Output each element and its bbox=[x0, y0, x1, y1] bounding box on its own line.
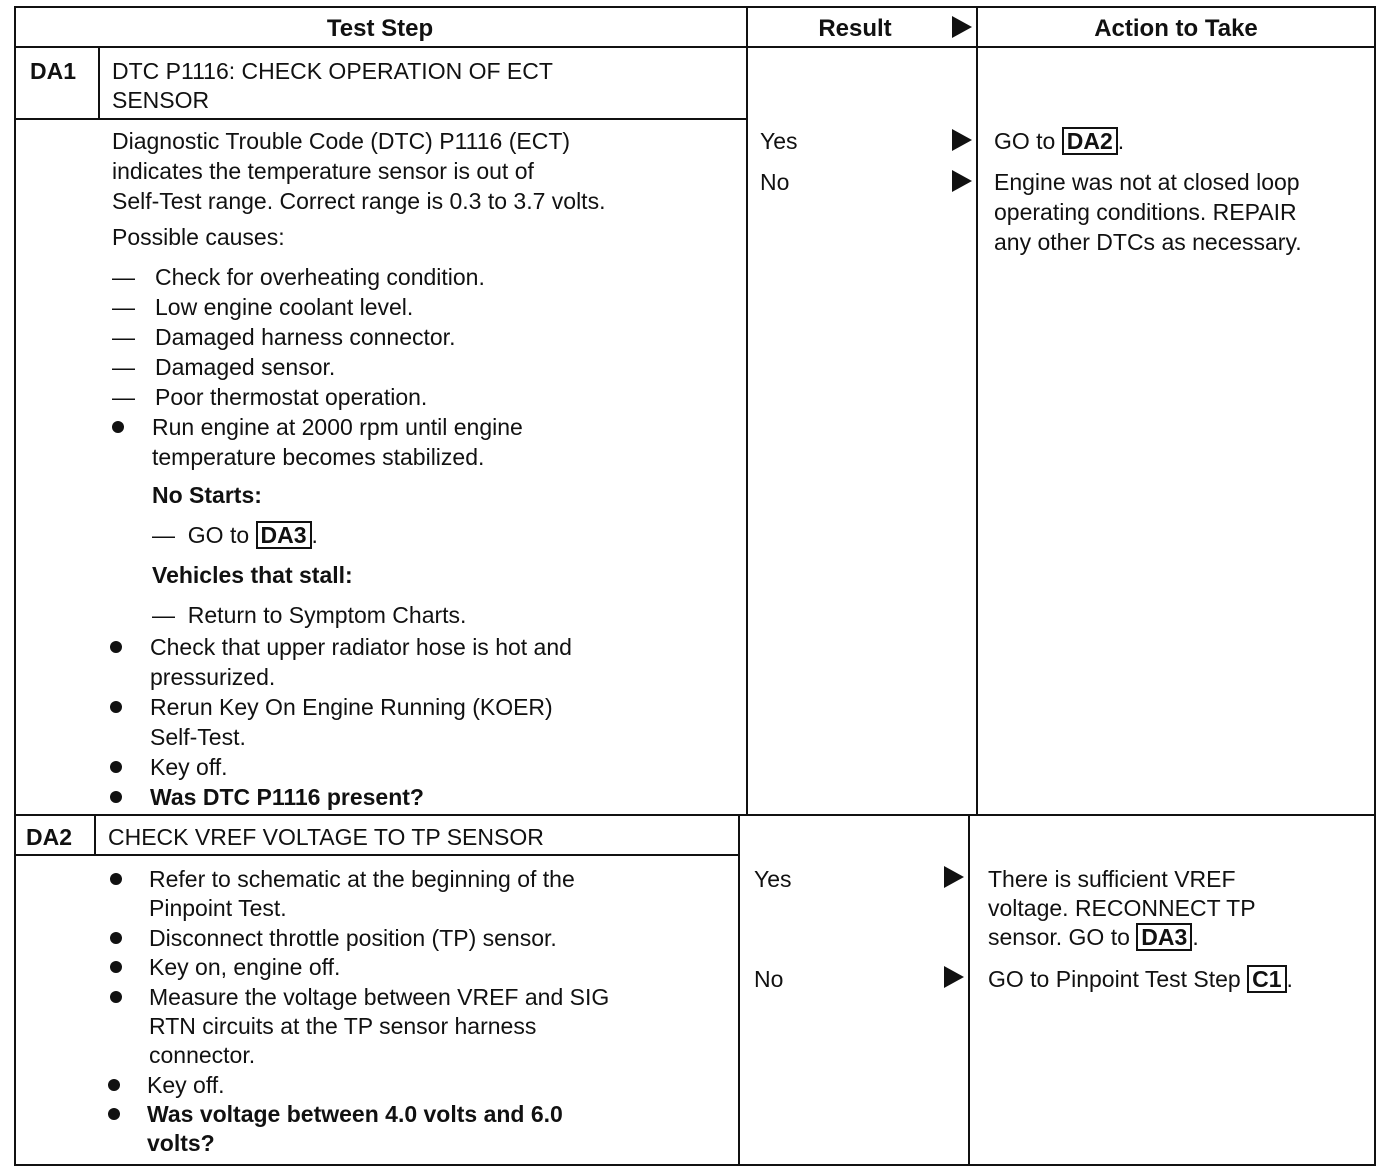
dash: — bbox=[152, 602, 188, 628]
step-ref-da2[interactable]: DA2 bbox=[1062, 127, 1118, 155]
da1-no-action-line3: any other DTCs as necessary. bbox=[994, 229, 1302, 255]
da2-measure-line2: RTN circuits at the TP sensor harness bbox=[149, 1013, 537, 1039]
goto-text: GO to bbox=[187, 522, 250, 548]
da2-measure-line3: connector. bbox=[149, 1042, 256, 1068]
da2-key-off: Key off. bbox=[147, 1072, 225, 1098]
column-divider-action bbox=[976, 6, 978, 816]
da1-title-line1: DTC P1116: CHECK OPERATION OF ECT bbox=[112, 58, 553, 84]
da1-desc-line2: indicates the temperature sensor is out of bbox=[112, 158, 534, 184]
bullet-icon bbox=[108, 1108, 120, 1120]
bullet-icon bbox=[110, 761, 122, 773]
bullet-icon bbox=[110, 873, 122, 885]
da2-title: CHECK VREF VOLTAGE TO TP SENSOR bbox=[108, 824, 544, 850]
da1-yes-action: GO to DA2 . bbox=[994, 128, 1125, 154]
da1-possible-causes: Possible causes: bbox=[112, 224, 285, 250]
da2-refer-line1: Refer to schematic at the beginning of the bbox=[149, 866, 575, 892]
bullet-icon bbox=[110, 932, 122, 944]
bullet-icon bbox=[110, 701, 122, 713]
da1-cause-dash: — bbox=[112, 294, 135, 320]
goto-text: GO to Pinpoint Test Step bbox=[988, 966, 1241, 992]
da2-no-arrow-icon bbox=[944, 966, 964, 988]
da2-refer-line2: Pinpoint Test. bbox=[149, 895, 287, 921]
da1-cause-4: Damaged sensor. bbox=[155, 354, 336, 380]
da1-bottom-line bbox=[14, 814, 1376, 816]
da1-cause-5: Poor thermostat operation. bbox=[155, 384, 428, 410]
da1-no-action-line1: Engine was not at closed loop bbox=[994, 169, 1300, 195]
da1-no-starts-heading: No Starts: bbox=[152, 482, 262, 508]
code-divider-da2 bbox=[94, 816, 96, 856]
da1-title-line2: SENSOR bbox=[112, 87, 210, 113]
da1-result-no: No bbox=[760, 169, 790, 195]
step-ref-c1[interactable]: C1 bbox=[1247, 965, 1286, 993]
da1-no-arrow-icon bbox=[952, 170, 972, 192]
bullet-icon bbox=[110, 791, 122, 803]
da2-result-no: No bbox=[754, 966, 784, 992]
da1-cause-dash: — bbox=[112, 354, 135, 380]
da2-measure-line1: Measure the voltage between VREF and SIG bbox=[149, 984, 610, 1010]
da1-title-bottom-line bbox=[14, 118, 748, 120]
da1-no-starts-action: — GO to DA3 . bbox=[152, 522, 318, 548]
goto-text: sensor. GO to bbox=[988, 924, 1130, 950]
da1-cause-dash: — bbox=[112, 324, 135, 350]
da1-cause-1: Check for overheating condition. bbox=[155, 264, 485, 290]
bullet-icon bbox=[108, 1079, 120, 1091]
da1-rerun-line2: Self-Test. bbox=[150, 724, 246, 750]
bullet-icon bbox=[110, 991, 122, 1003]
da2-step-code: DA2 bbox=[26, 824, 73, 850]
da1-hose-line1: Check that upper radiator hose is hot and bbox=[150, 634, 572, 660]
column-divider-result-lower bbox=[738, 816, 740, 1166]
da1-hose-line2: pressurized. bbox=[150, 664, 276, 690]
stall-action-text: Return to Symptom Charts. bbox=[187, 602, 467, 628]
da1-no-action-line2: operating conditions. REPAIR bbox=[994, 199, 1297, 225]
header-test-step: Test Step bbox=[326, 15, 434, 42]
step-ref-da3[interactable]: DA3 bbox=[1136, 923, 1192, 951]
da1-cause-2: Low engine coolant level. bbox=[155, 294, 414, 320]
da2-yes-action-line3: sensor. GO to DA3 . bbox=[988, 924, 1199, 950]
da1-desc-line3: Self-Test range. Correct range is 0.3 to 3.7 volts. bbox=[112, 188, 606, 214]
column-divider-result bbox=[746, 6, 748, 816]
da2-result-yes: Yes bbox=[754, 866, 792, 892]
da1-cause-dash: — bbox=[112, 384, 135, 410]
da1-cause-3: Damaged harness connector. bbox=[155, 324, 456, 350]
da2-yes-arrow-icon bbox=[944, 866, 964, 888]
da2-yes-action-line2: voltage. RECONNECT TP bbox=[988, 895, 1256, 921]
da1-run-engine-line1: Run engine at 2000 rpm until engine bbox=[152, 414, 523, 440]
goto-text: GO to bbox=[994, 128, 1056, 154]
da1-stall-action bbox=[152, 600, 466, 630]
header-result: Result bbox=[818, 15, 892, 42]
step-ref-da3[interactable]: DA3 bbox=[256, 521, 312, 549]
da1-cause-dash: — bbox=[112, 264, 135, 290]
header-action: Action to Take bbox=[1094, 15, 1258, 42]
bullet-icon bbox=[112, 421, 124, 433]
da1-question: Was DTC P1116 present? bbox=[150, 784, 424, 810]
da2-question-line2: volts? bbox=[147, 1130, 215, 1156]
header-arrow-icon bbox=[952, 16, 972, 38]
da2-disconnect: Disconnect throttle position (TP) sensor. bbox=[149, 925, 557, 951]
bullet-icon bbox=[110, 641, 122, 653]
header-bottom-line bbox=[14, 46, 1376, 48]
da2-no-action: GO to Pinpoint Test Step C1 . bbox=[988, 966, 1293, 992]
da1-run-engine-line2: temperature becomes stabilized. bbox=[152, 444, 485, 470]
dash: — bbox=[152, 522, 188, 548]
da1-stall-heading: Vehicles that stall: bbox=[152, 562, 353, 588]
bullet-icon bbox=[110, 961, 122, 973]
da1-step-code: DA1 bbox=[30, 58, 77, 84]
da2-question-line1: Was voltage between 4.0 volts and 6.0 bbox=[147, 1101, 563, 1127]
da1-key-off: Key off. bbox=[150, 754, 228, 780]
da1-rerun-line1: Rerun Key On Engine Running (KOER) bbox=[150, 694, 553, 720]
da2-title-bottom-line bbox=[14, 854, 740, 856]
da2-yes-action-line1: There is sufficient VREF bbox=[988, 866, 1236, 892]
column-divider-action-lower bbox=[968, 816, 970, 1166]
da2-key-on: Key on, engine off. bbox=[149, 954, 341, 980]
da1-yes-arrow-icon bbox=[952, 129, 972, 151]
code-divider-da1 bbox=[98, 48, 100, 120]
da1-desc-line1: Diagnostic Trouble Code (DTC) P1116 (ECT) bbox=[112, 128, 571, 154]
da1-result-yes: Yes bbox=[760, 128, 798, 154]
